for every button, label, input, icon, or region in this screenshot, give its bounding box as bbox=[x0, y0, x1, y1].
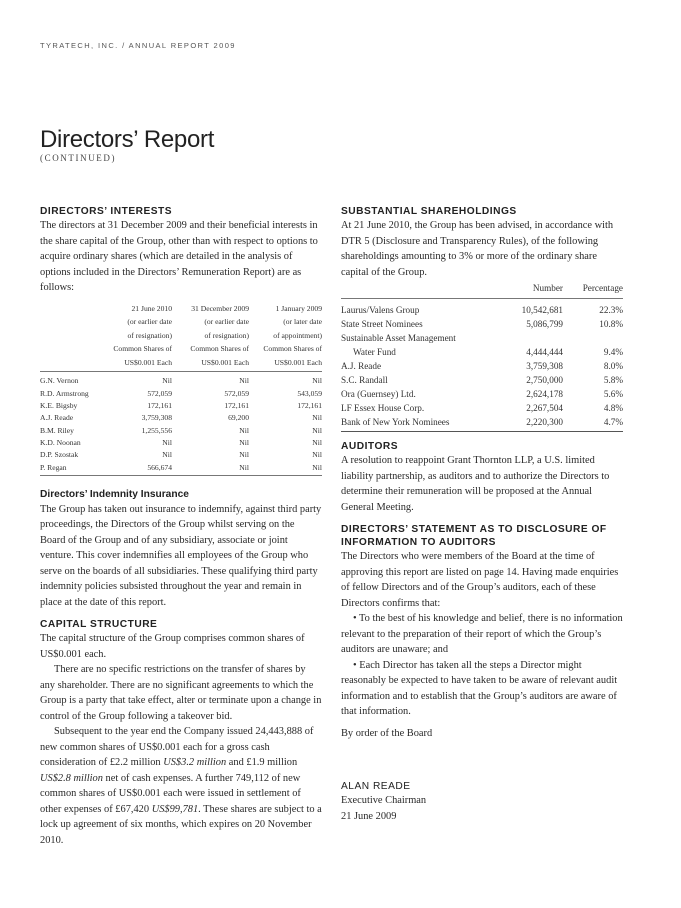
table-cell: 172,161 bbox=[224, 401, 249, 411]
disclosure-bullet-2: • Each Director has taken all the steps a Director might reasonably be expected to have taken to be aware of relevant audit information and to establish that the Group’s auditors are aware of that information. bbox=[341, 659, 618, 717]
heading-line: DIRECTORS’ STATEMENT AS TO DISCLOSURE OF bbox=[341, 524, 607, 535]
table-row bbox=[341, 373, 623, 387]
table-cell: 69,200 bbox=[228, 413, 249, 423]
table-cell: 4.8% bbox=[603, 403, 623, 413]
table-row bbox=[341, 345, 623, 359]
table-cell: 2,624,178 bbox=[526, 389, 563, 399]
director-name: D.P. Szostak bbox=[40, 450, 79, 460]
table-header-cell bbox=[341, 282, 491, 299]
table-cell: 172,161 bbox=[297, 401, 322, 411]
table-cell: Nil bbox=[249, 462, 322, 476]
table-cell: 566,674 bbox=[106, 462, 172, 476]
directors-interests-intro: The directors at 31 December 2009 and their beneficial interests in the share capital of the Group, other than with respect to options to acquire ordinary shares (which are detailed in the analysis of options included in the Directors’ Remuneration Report) are as follows: bbox=[40, 220, 318, 293]
capital-structure-heading: CAPITAL STRUCTURE bbox=[40, 619, 158, 631]
indemnity-heading: Directors’ Indemnity Insurance bbox=[40, 488, 189, 500]
text-run: net of cash expenses. A further 749,112 of new common shares of US$0.001 each were issued in settlement of other expenses of £67,420 bbox=[40, 772, 301, 815]
table-cell: Nil bbox=[239, 376, 249, 386]
table-header-cell: US$0.001 Each bbox=[172, 356, 249, 372]
auditors-text: A resolution to reappoint Grant Thornton LLP, a U.S. limited liability partnership, as auditors and to authorize the Directors to determine their remuneration will be proposed at the Annual General Meeting. bbox=[341, 455, 610, 513]
substantial-intro: At 21 June 2010, the Group has been advised, in accordance with DTR 5 (Disclosure and Transparency Rules), of the following shareholdings amounting to 3% or more of the ordinary share capital of the Group. bbox=[341, 220, 614, 278]
director-name: B.M. Riley bbox=[40, 425, 74, 435]
table-cell: 5,086,799 bbox=[526, 319, 563, 329]
table-header-cell: (or earlier date bbox=[204, 317, 249, 327]
table-cell: Nil bbox=[162, 376, 172, 386]
director-name: K.D. Noonan bbox=[40, 437, 81, 447]
table-header-cell: US$0.001 Each bbox=[249, 356, 322, 372]
table-row bbox=[40, 425, 322, 437]
table-cell: 10,542,681 bbox=[521, 305, 563, 315]
percentage-header: Percentage bbox=[563, 282, 623, 299]
table-cell: 172,161 bbox=[147, 401, 172, 411]
table-cell: Nil bbox=[312, 425, 322, 435]
table-row bbox=[40, 412, 322, 424]
table-cell: 10.8% bbox=[599, 319, 623, 329]
holder-name: LF Essex House Corp. bbox=[341, 403, 425, 413]
table-cell: Nil bbox=[239, 437, 249, 447]
table-row bbox=[40, 449, 322, 461]
table-header-cell: (or earlier date bbox=[127, 317, 172, 327]
table-row bbox=[40, 372, 322, 388]
text-run: Subsequent to the year end the Company issued 24,443,888 of new common shares of US$0.001 each for a gross cash consideration of £2.2 million bbox=[40, 726, 314, 769]
disclosure-bullet-1: • To the best of his knowledge and belief, there is no information relevant to the preparation of their report of which the Group’s auditors are unaware; and bbox=[341, 613, 623, 655]
table-row bbox=[341, 299, 623, 318]
table-cell: Nil bbox=[312, 437, 322, 447]
holder-name: State Street Nominees bbox=[341, 319, 423, 329]
table-header-cell: Common Shares of bbox=[190, 344, 249, 354]
table-cell: Nil bbox=[312, 450, 322, 460]
table-cell: 572,059 bbox=[147, 388, 172, 398]
table-cell bbox=[563, 331, 623, 345]
table-row bbox=[40, 462, 322, 476]
holder-name: Laurus/Valens Group bbox=[341, 305, 420, 315]
capital-structure-p3 bbox=[40, 724, 322, 848]
text-run: . These shares are subject to a lock up agreement of six months, which expires on 20 November 2010. bbox=[40, 803, 322, 846]
holder-name: Bank of New York Nominees bbox=[341, 415, 491, 432]
table-header-cell bbox=[40, 302, 106, 316]
italic-amount: US$99,781 bbox=[151, 803, 199, 815]
director-name: A.J. Reade bbox=[40, 413, 74, 423]
table-cell: 2,750,000 bbox=[526, 375, 563, 385]
disclosure-intro: The Directors who were members of the Board at the time of approving this report are listed on page 14. Having made enquiries of fellow Directors and of the Group’s auditors, each of these Directors confirms that: bbox=[341, 551, 619, 609]
auditors-heading: AUDITORS bbox=[341, 441, 399, 452]
table-row bbox=[40, 437, 322, 449]
page-title: Directors’ Report bbox=[40, 126, 215, 153]
table-header-cell: Common Shares of bbox=[113, 344, 172, 354]
table-cell: Nil bbox=[312, 413, 322, 423]
table-cell: 4.7% bbox=[563, 415, 623, 432]
table-cell: Nil bbox=[239, 450, 249, 460]
shareholdings-table bbox=[341, 282, 623, 432]
holder-name: S.C. Randall bbox=[341, 375, 388, 385]
capital-structure-p2: There are no specific restrictions on the transfer of shares by any shareholder. There are no significant agreements to which the Group is a party that take effect, alter or terminate upon a change in control of the Group following a takeover bid. bbox=[40, 664, 322, 722]
table-cell: 3,759,308 bbox=[526, 361, 563, 371]
director-name: G.N. Vernon bbox=[40, 376, 79, 386]
holder-name: A.J. Reade bbox=[341, 361, 382, 371]
signature-block bbox=[341, 780, 426, 824]
table-header-cell: (or later date bbox=[283, 317, 322, 327]
table-cell: 2,220,300 bbox=[491, 415, 563, 432]
table-cell: 8.0% bbox=[603, 361, 623, 371]
left-column bbox=[40, 205, 322, 848]
directors-interests-table bbox=[40, 302, 322, 476]
capital-structure-p1: The capital structure of the Group comprises common shares of US$0.001 each. bbox=[40, 633, 305, 660]
table-header-cell: of appointment) bbox=[273, 330, 322, 340]
table-row bbox=[341, 317, 623, 331]
holder-name: Ora (Guernsey) Ltd. bbox=[341, 389, 416, 399]
signatory-role: Executive Chairman bbox=[341, 795, 427, 806]
table-cell: 2,267,504 bbox=[526, 403, 563, 413]
directors-interests-heading: DIRECTORS’ INTERESTS bbox=[40, 206, 173, 217]
table-header-cell: 21 June 2010 bbox=[131, 303, 172, 313]
table-row bbox=[341, 401, 623, 415]
holder-name: Water Fund bbox=[353, 347, 396, 357]
right-column bbox=[341, 205, 623, 741]
text-run: and £1.9 million bbox=[226, 757, 298, 769]
italic-amount: US$3.2 million bbox=[163, 757, 227, 769]
table-row bbox=[341, 331, 623, 345]
table-cell: 5.6% bbox=[603, 389, 623, 399]
table-cell: Nil bbox=[239, 425, 249, 435]
table-row bbox=[40, 400, 322, 412]
table-cell bbox=[491, 331, 563, 345]
table-cell: 5.8% bbox=[603, 375, 623, 385]
table-cell: 4,444,444 bbox=[526, 347, 563, 357]
disclosure-heading bbox=[341, 523, 623, 549]
table-row bbox=[341, 387, 623, 401]
holder-name: Sustainable Asset Management bbox=[341, 333, 456, 343]
table-cell: Nil bbox=[162, 437, 172, 447]
director-name: P. Regan bbox=[40, 462, 106, 476]
table-row bbox=[40, 388, 322, 400]
table-header-cell: US$0.001 Each bbox=[106, 356, 172, 372]
director-name: R.D. Armstrong bbox=[40, 388, 89, 398]
table-header-cell: Common Shares of bbox=[263, 344, 322, 354]
indemnity-text: The Group has taken out insurance to indemnify, against third party proceedings, the Directors of the Group whilst serving on the Board of the Group and of any subsidiary, associate or joint venture. This cover indemnifies all employees of the Group who serve on the boards of all subsidiaries. These qualifying third party indemnity policies subsisted throughout the year and remain in place at the date of this report. bbox=[40, 503, 322, 608]
table-cell: 9.4% bbox=[603, 347, 623, 357]
table-cell: Nil bbox=[312, 376, 322, 386]
table-cell: 543,059 bbox=[297, 388, 322, 398]
director-name: K.E. Bigsby bbox=[40, 401, 78, 411]
italic-amount: US$2.8 million bbox=[40, 772, 103, 784]
table-cell: 3,759,308 bbox=[141, 413, 172, 423]
table-cell: Nil bbox=[172, 462, 249, 476]
number-header: Number bbox=[491, 282, 563, 299]
page-subtitle: (CONTINUED) bbox=[40, 153, 117, 163]
signature-date: 21 June 2009 bbox=[341, 810, 397, 822]
table-header-cell: of resignation) bbox=[204, 330, 249, 340]
signatory-name: ALAN READE bbox=[341, 781, 411, 792]
substantial-shareholdings-heading: SUBSTANTIAL SHAREHOLDINGS bbox=[341, 206, 517, 217]
table-cell: 572,059 bbox=[224, 388, 249, 398]
table-row bbox=[341, 415, 623, 432]
table-header-cell: of resignation) bbox=[127, 330, 172, 340]
table-cell: Nil bbox=[162, 450, 172, 460]
table-row bbox=[341, 359, 623, 373]
by-order-text: By order of the Board bbox=[341, 727, 433, 739]
running-head: TYRATECH, INC. / ANNUAL REPORT 2009 bbox=[40, 41, 236, 50]
table-header-cell: 31 December 2009 bbox=[191, 303, 249, 313]
table-header-cell: 1 January 2009 bbox=[275, 303, 322, 313]
heading-line: INFORMATION TO AUDITORS bbox=[341, 537, 496, 548]
table-cell: 1,255,556 bbox=[141, 425, 172, 435]
table-cell: 22.3% bbox=[599, 305, 623, 315]
